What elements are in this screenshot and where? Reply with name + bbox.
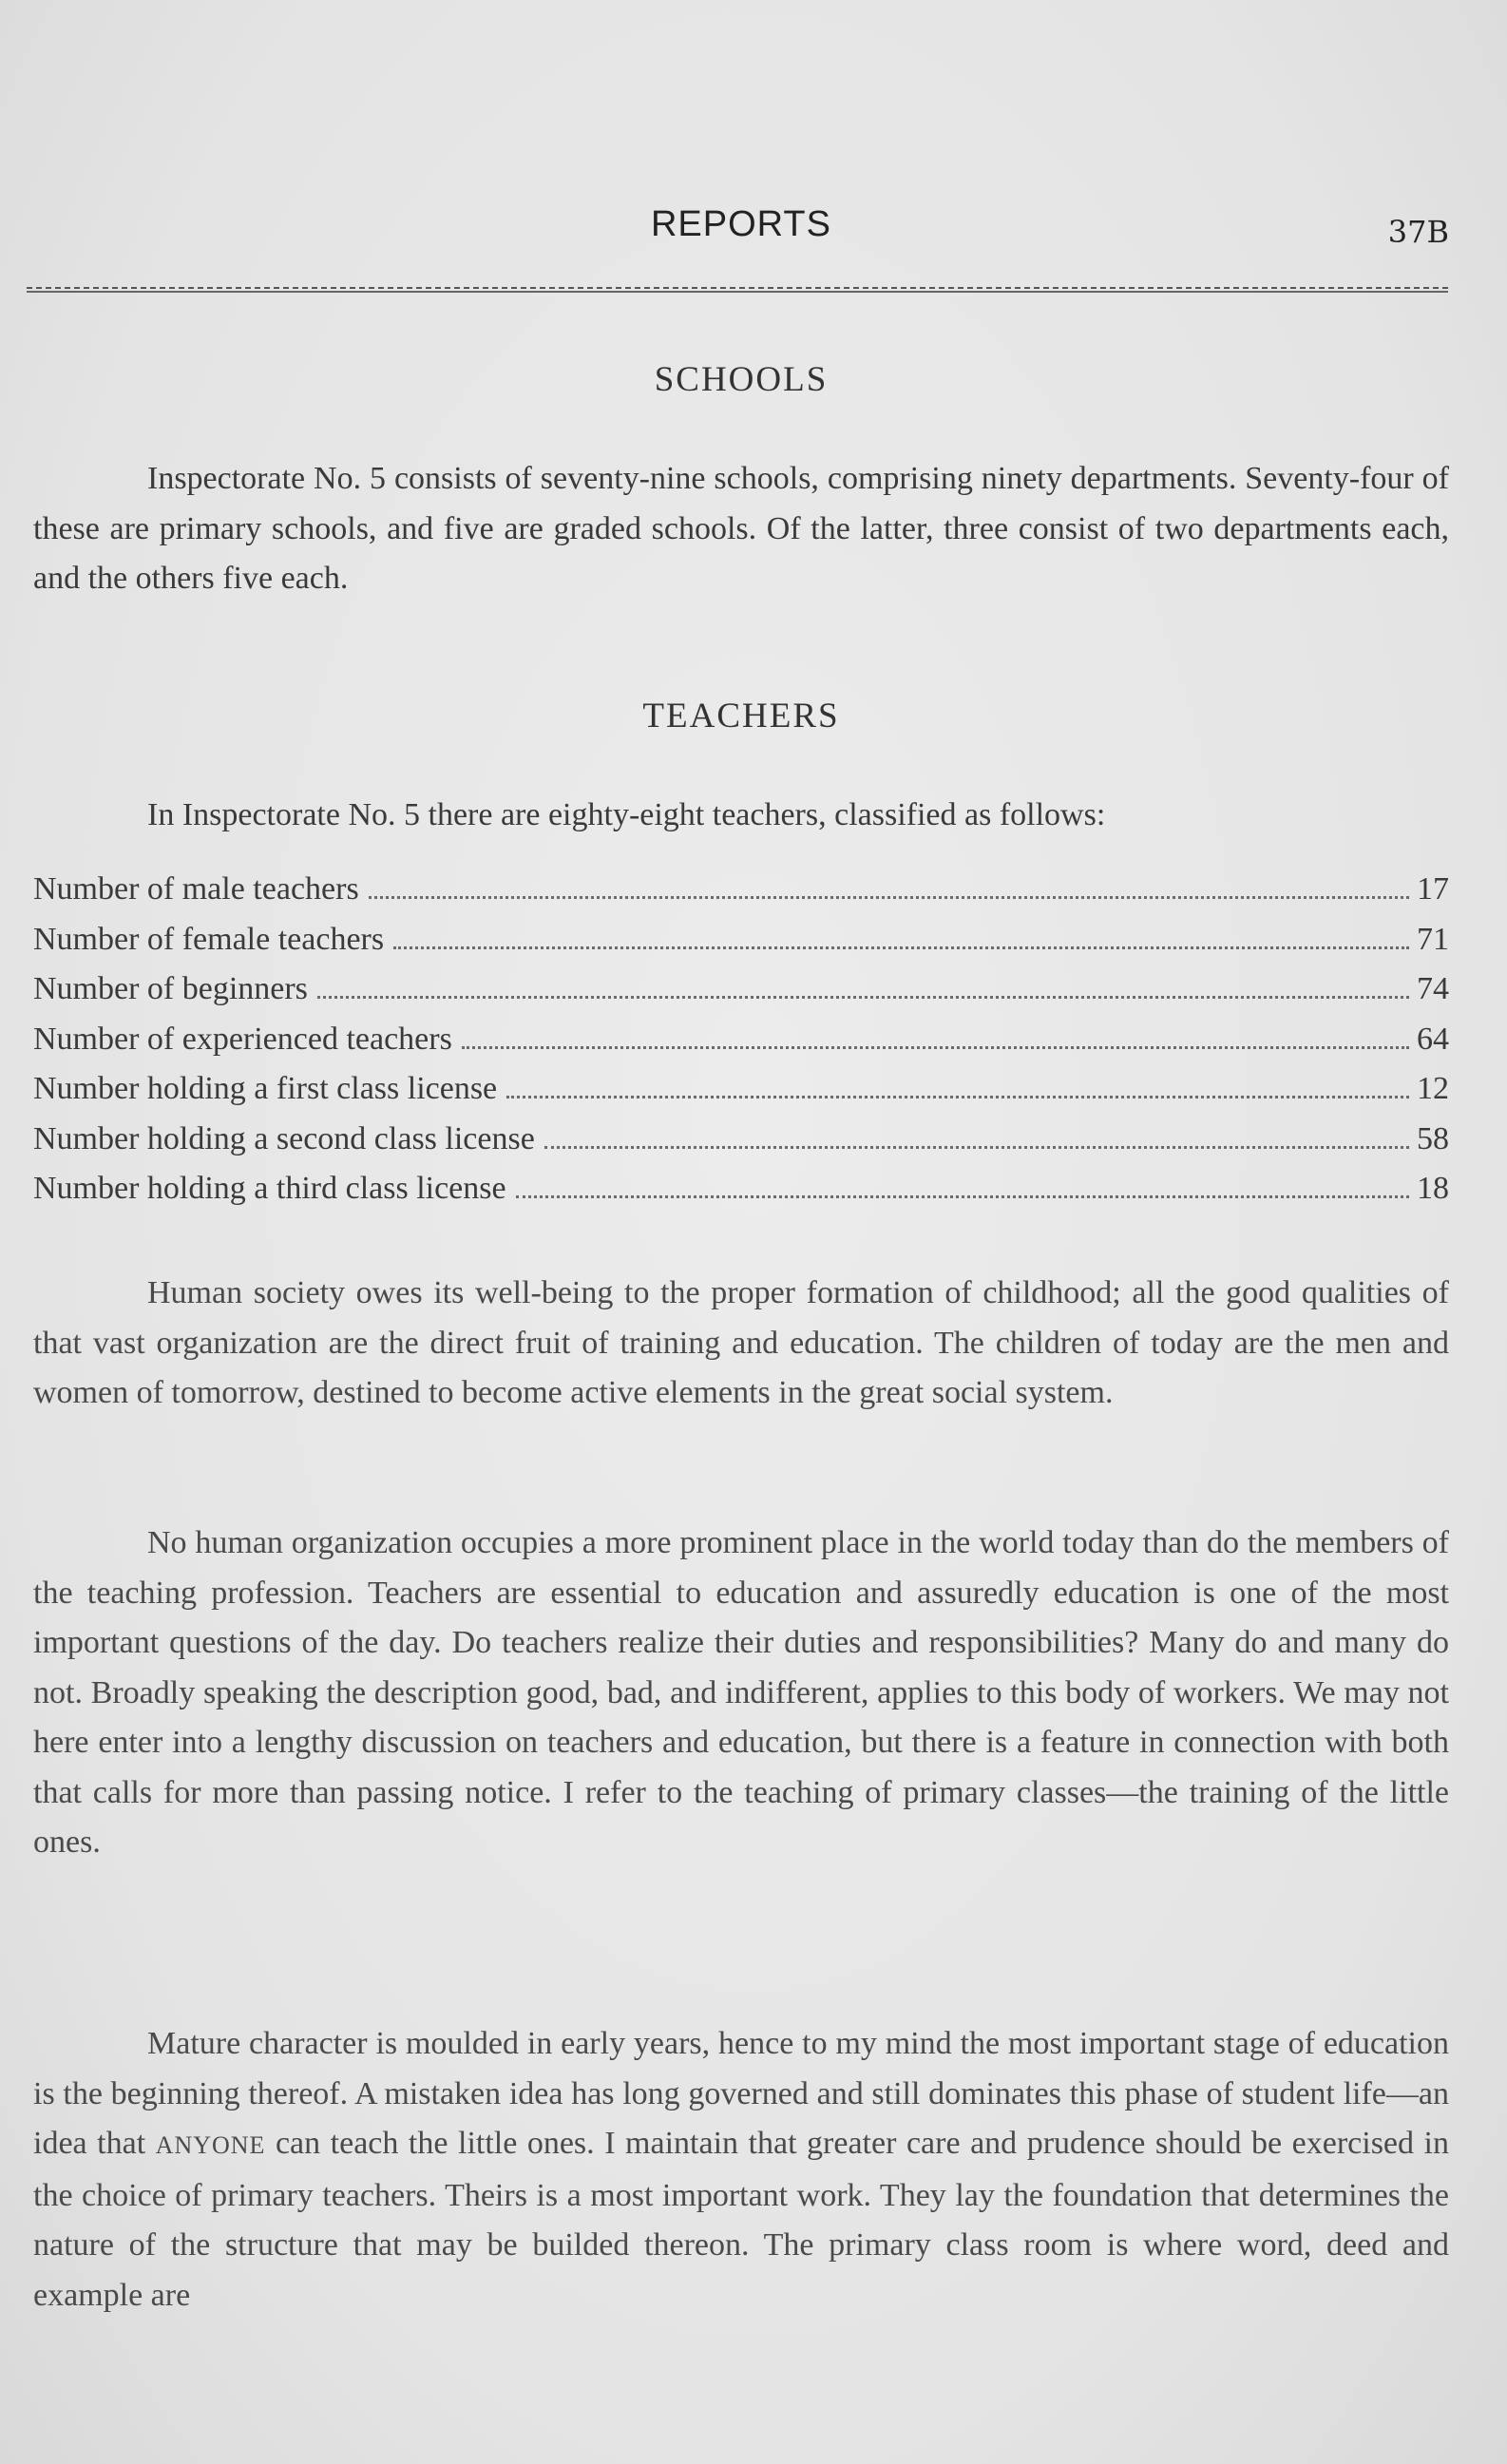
stat-label: Number of female teachers bbox=[33, 921, 385, 957]
schools-heading: SCHOOLS bbox=[654, 360, 829, 399]
dot-leader bbox=[462, 1018, 1409, 1049]
stat-value: 74 bbox=[1417, 971, 1449, 1006]
stat-label: Number of beginners bbox=[33, 971, 308, 1006]
paragraph-mature-character bbox=[33, 2019, 1449, 2321]
stat-row-male bbox=[33, 868, 1449, 918]
paragraph-text-end: can teach the little ones. I maintain that greater care and prudence should be exercised in the choice of primary teachers. Theirs is a most important work. They lay the foundation that determines the nature of the structure that may be builded thereon. The primary class room is where word, deed and example are bbox=[33, 2126, 1449, 2313]
stat-row-first-class bbox=[33, 1067, 1449, 1117]
teacher-statistics-list bbox=[33, 868, 1449, 1217]
page-number-digits: 37 bbox=[1387, 214, 1427, 250]
teachers-heading: TEACHERS bbox=[642, 697, 840, 735]
stat-value: 18 bbox=[1417, 1171, 1449, 1206]
stat-label: Number holding a first class license bbox=[33, 1071, 498, 1106]
dot-leader bbox=[506, 1067, 1409, 1098]
stat-row-third-class bbox=[33, 1167, 1449, 1217]
page-number-suffix: B bbox=[1426, 214, 1449, 250]
stat-label: Number of experienced teachers bbox=[33, 1021, 452, 1057]
running-head bbox=[33, 204, 1449, 261]
running-head-title: REPORTS bbox=[650, 204, 831, 244]
dot-leader bbox=[516, 1167, 1409, 1198]
stat-label: Number of male teachers bbox=[33, 871, 359, 907]
page-number bbox=[1388, 204, 1449, 253]
stat-value: 58 bbox=[1417, 1120, 1449, 1156]
stat-value: 12 bbox=[1417, 1071, 1449, 1106]
dot-leader bbox=[393, 918, 1409, 949]
stat-row-female bbox=[33, 918, 1449, 968]
teachers-intro: In Inspectorate No. 5 there are eighty-eight teachers, classified as follows: bbox=[147, 797, 1106, 832]
stat-label: Number holding a second class license bbox=[33, 1120, 535, 1156]
dot-leader bbox=[369, 868, 1409, 899]
stat-row-beginners bbox=[33, 967, 1449, 1018]
stat-value: 17 bbox=[1417, 871, 1449, 907]
emphasis-anyone: ANYONE bbox=[155, 2131, 266, 2159]
stat-row-second-class bbox=[33, 1117, 1449, 1168]
paragraph-text-start: Mature character is moulded in early years, hence to my mind the most important stage of education is the beginning thereof. A mistaken idea has long governed and still dominates this phase of student life—an idea that bbox=[33, 2026, 1449, 2161]
dot-leader bbox=[544, 1117, 1409, 1149]
paragraph-teaching-profession: No human organization occupies a more prominent place in the world today than do the members of the teaching profession. Teachers are essential to education and assuredly education is one of the most important questions of the day. Do teachers realize their duties and responsibilities? Many do and many do not. Broadly speaking the description good, bad, and indifferent, applies to this body of workers. We may not here enter into a lengthy discussion on teachers and education, but there is a feature in connection with both that calls for more than passing notice. I refer to the teaching of primary classes—the training of the little ones. bbox=[33, 1525, 1449, 1860]
stat-label: Number holding a third class license bbox=[33, 1171, 506, 1206]
stat-row-experienced bbox=[33, 1018, 1449, 1068]
stat-value: 71 bbox=[1417, 921, 1449, 957]
dot-leader bbox=[317, 967, 1409, 999]
schools-paragraph: Inspectorate No. 5 consists of seventy-nine schools, comprising ninety departments. Seventy-four of these are primary schools, and five are graded schools. Of the latter, three consist of two departments each, and the others five each. bbox=[33, 461, 1449, 596]
paragraph-human-society: Human society owes its well-being to the proper formation of childhood; all the good qualities of that vast organization are the direct fruit of training and education. The children of today are the men and women of tomorrow, destined to become active elements in the great social system. bbox=[33, 1275, 1449, 1410]
header-rule bbox=[27, 287, 1448, 293]
stat-value: 64 bbox=[1417, 1021, 1449, 1057]
